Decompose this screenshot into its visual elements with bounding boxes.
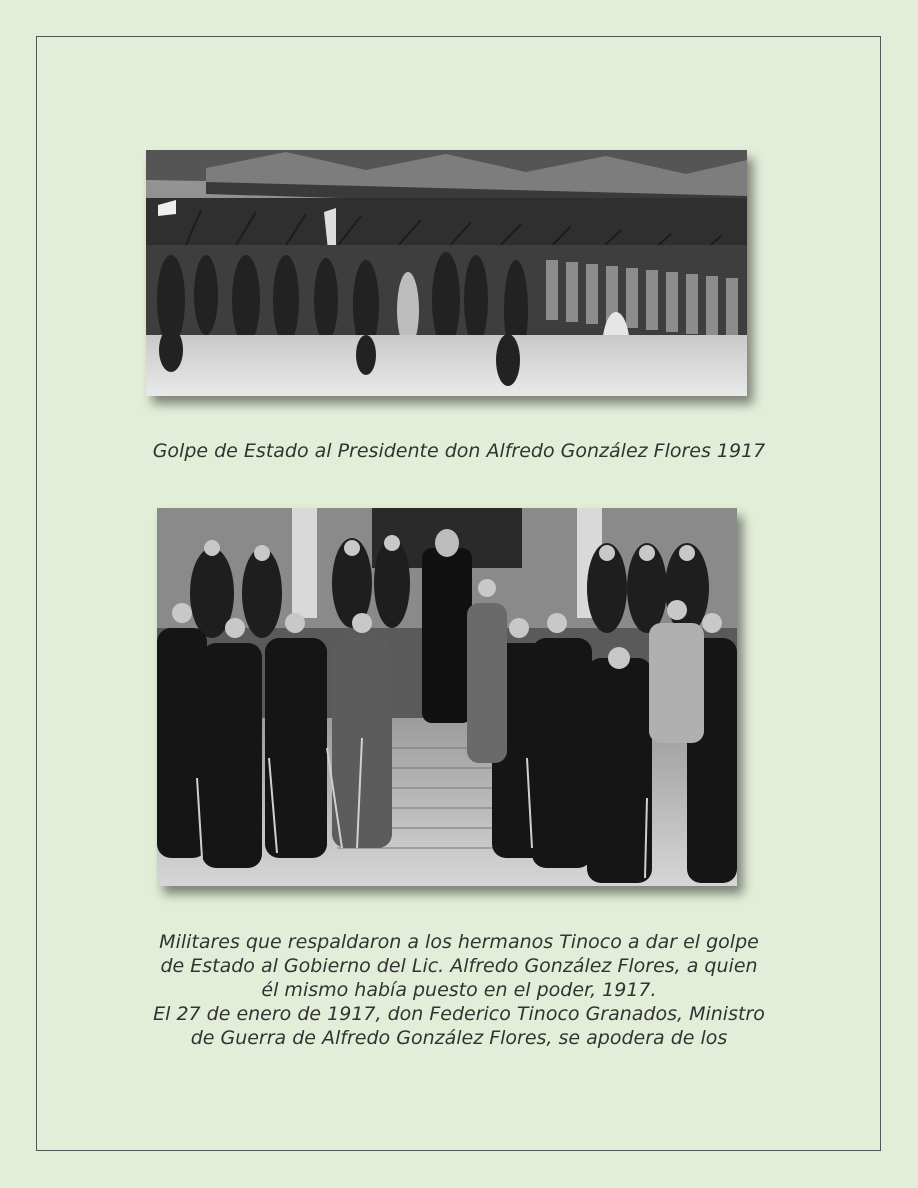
caption-line: El 27 de enero de 1917, don Federico Tinoco Granados, Ministro bbox=[153, 1003, 765, 1025]
caption-photo-2 bbox=[60, 930, 858, 1050]
caption-line: de Estado al Gobierno del Lic. Alfredo González Flores, a quien bbox=[160, 955, 758, 977]
caption-line: Militares que respaldaron a los hermanos Tinoco a dar el golpe bbox=[159, 931, 759, 953]
photo-military-officers-image bbox=[157, 508, 737, 886]
photo-military-officers bbox=[157, 508, 737, 886]
caption-line: él mismo había puesto en el poder, 1917. bbox=[261, 979, 657, 1001]
photo-coup-soldiers bbox=[146, 150, 747, 396]
caption-photo-1: Golpe de Estado al Presidente don Alfredo González Flores 1917 bbox=[152, 440, 766, 462]
caption-line: de Guerra de Alfredo González Flores, se apodera de los bbox=[190, 1027, 728, 1049]
photo-coup-soldiers-image bbox=[146, 150, 747, 396]
